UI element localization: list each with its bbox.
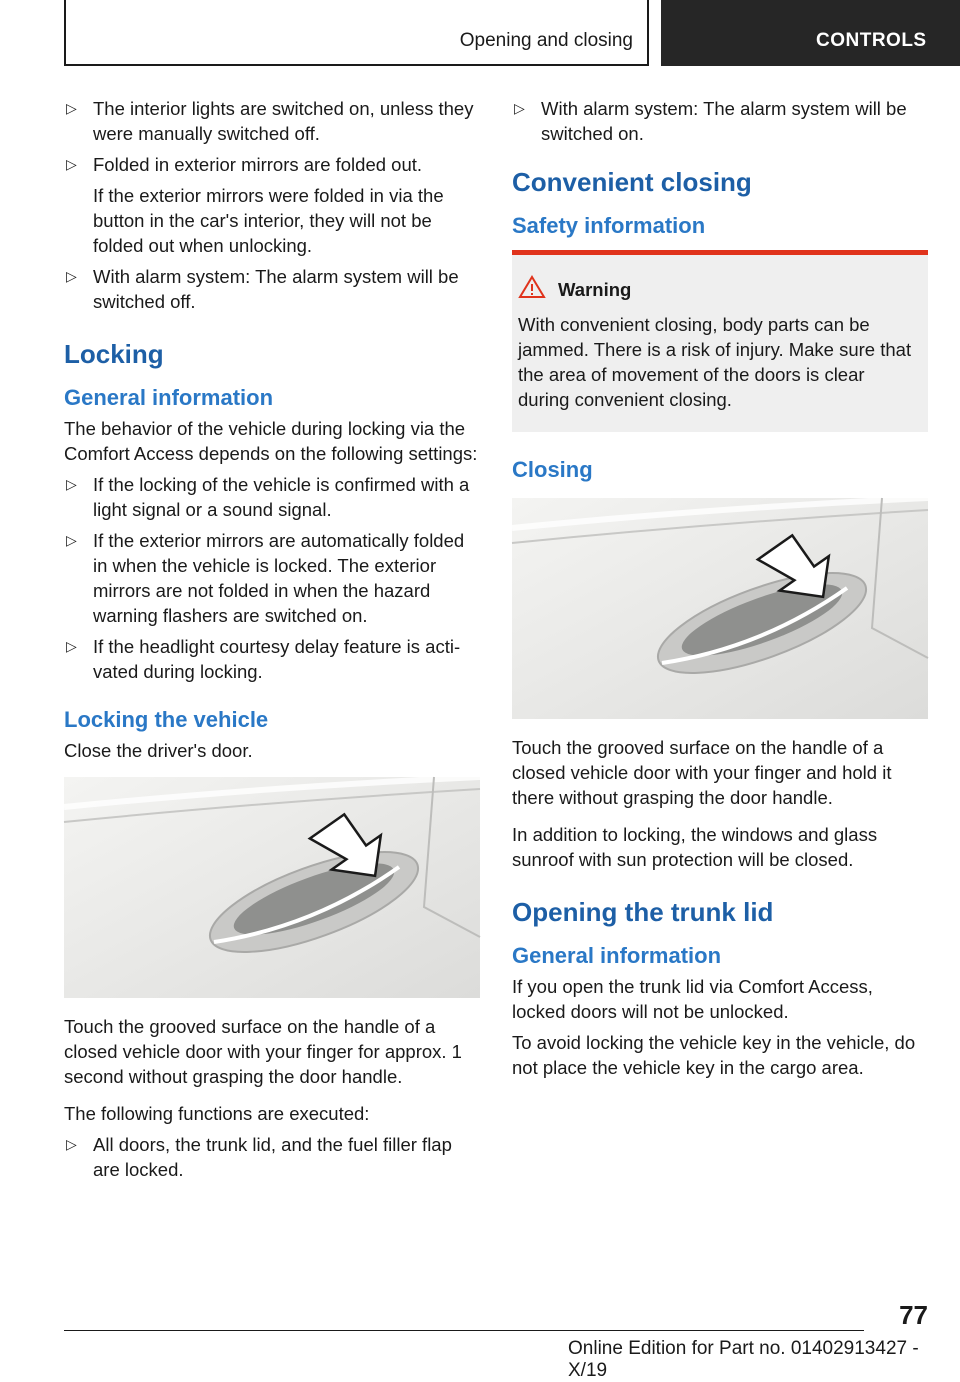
right-column bbox=[512, 96, 928, 1086]
door-handle-illustration bbox=[64, 777, 480, 998]
closing-heading: Closing bbox=[512, 457, 593, 482]
edition-footer: Online Edition for Part no. 01402913427 - X/19 bbox=[568, 1338, 919, 1381]
list-item: ▷ All doors, the trunk lid, and the fuel filler flap are locked. bbox=[66, 1134, 452, 1180]
trunk-text-2: To avoid locking the vehicle key in the vehicle, do not place the vehicle key in the cargo area. bbox=[512, 1032, 916, 1078]
section-title: Opening and closing bbox=[459, 30, 633, 51]
bullet-triangle-icon: ▷ bbox=[66, 100, 77, 116]
bullet-triangle-icon: ▷ bbox=[66, 156, 77, 172]
bullet-triangle-icon: ▷ bbox=[514, 100, 525, 116]
opening-trunk-heading: Opening the trunk lid bbox=[512, 897, 774, 927]
general-information-heading: General information bbox=[64, 385, 274, 410]
closing-addition-text: In addition to locking, the windows and glass sunroof with sun protection will be closed. bbox=[512, 824, 878, 870]
settings-bullets bbox=[64, 472, 480, 684]
safety-information-heading: Safety information bbox=[512, 213, 706, 238]
list-item: ▷ The interior lights are switched on, unless they were manually switched off. bbox=[66, 98, 474, 144]
trunk-general-heading: General information bbox=[512, 943, 722, 968]
list-item: ▷ If the exterior mirrors are automatically folded in when the vehicle is locked. The exterior mirrors are not folded in when the hazard warning flashers are switched on. bbox=[66, 530, 465, 626]
mirror-note: If the exterior mirrors were folded in via the button in the car's interior, they will not be folded out when unlocking. bbox=[93, 185, 444, 256]
running-header-chapter bbox=[661, 0, 960, 66]
chapter-title: CONTROLS bbox=[816, 30, 927, 51]
bullet-triangle-icon: ▷ bbox=[66, 476, 77, 492]
functions-intro: The following functions are executed: bbox=[64, 1103, 370, 1124]
convenient-closing-heading: Convenient closing bbox=[512, 167, 752, 197]
footer-divider bbox=[64, 1330, 864, 1331]
warning-title: Warning bbox=[558, 278, 632, 300]
warning-text: With convenient closing, body parts can be jammed. There is a risk of injury. Make sure that the area of movement of the doors is clear during convenient closing. bbox=[518, 314, 912, 410]
list-item: ▷ If the headlight courtesy delay feature is activated during locking. bbox=[66, 636, 461, 682]
unlock-bullets bbox=[64, 96, 480, 177]
closing-touch-instruction: Touch the grooved surface on the handle of a closed vehicle door with your finger and hold it there without grasping the door handle. bbox=[512, 737, 892, 808]
locking-heading: Locking bbox=[64, 339, 164, 369]
running-header-section bbox=[64, 0, 649, 66]
functions-bullets bbox=[64, 1132, 480, 1182]
bullet-triangle-icon: ▷ bbox=[66, 532, 77, 548]
locking-vehicle-heading: Locking the vehicle bbox=[64, 707, 269, 732]
page-number: 77 bbox=[899, 1300, 928, 1330]
left-column bbox=[64, 96, 480, 1188]
warning-triangle-icon bbox=[518, 275, 552, 304]
bullet-triangle-icon: ▷ bbox=[66, 268, 77, 284]
list-item: ▷ If the locking of the vehicle is confirmed with a light signal or a sound signal. bbox=[66, 474, 470, 520]
list-item: ▷ With alarm system: The alarm system will be switched on. bbox=[514, 98, 907, 144]
door-handle-illustration bbox=[512, 498, 928, 719]
trunk-text-1: If you open the trunk lid via Comfort Access, locked doors will not be unlocked. bbox=[512, 976, 873, 1022]
list-item: ▷ Folded in exterior mirrors are folded out. bbox=[66, 154, 423, 175]
list-item: ▷ With alarm system: The alarm system will be switched off. bbox=[66, 266, 459, 312]
bullet-triangle-icon: ▷ bbox=[66, 638, 77, 654]
warning-box bbox=[512, 250, 928, 432]
general-information-text: The behavior of the vehicle during locking via the Comfort Access depends on the following settings: bbox=[64, 418, 478, 464]
bullet-triangle-icon: ▷ bbox=[66, 1136, 77, 1152]
close-door-text: Close the driver's door. bbox=[64, 740, 253, 761]
touch-instruction: Touch the grooved surface on the handle of a closed vehicle door with your finger for approx. 1 second without grasping the door handle. bbox=[64, 1016, 462, 1087]
